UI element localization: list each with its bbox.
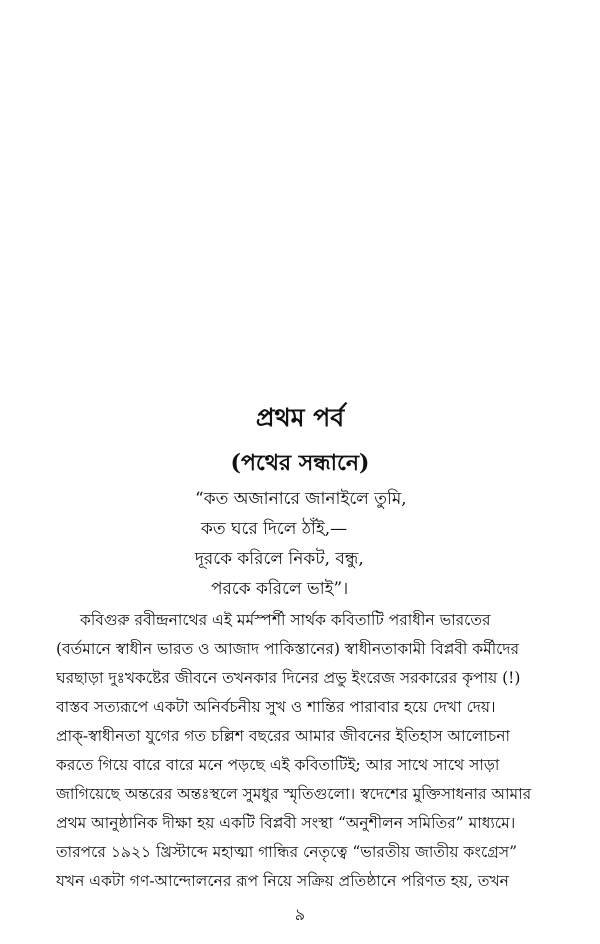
- paragraph-line: ঘরছাড়া দুঃখকষ্টের জীবনে তখনকার দিনের প্রভু ইংরেজ সরকারের কৃপায় (!): [56, 669, 521, 687]
- paragraph-line: করতে গিয়ে বারে বারে মনে পড়ছে এই কবিতাটিই; আর সাথে সাথে সাড়া: [56, 756, 500, 774]
- poem-line: “কত অজানারে জানাইলে তুমি,: [195, 489, 407, 509]
- poem-line: কত ঘরে দিলে ঠাঁই,—: [201, 519, 348, 539]
- poem-line: দূরকে করিলে নিকট, বন্ধু,: [195, 549, 364, 569]
- part-title: প্রথম পর্ব: [255, 403, 345, 432]
- paragraph-line: প্রথম আনুষ্ঠানিক দীক্ষা হয় একটি বিপ্লবী সংস্থা “অনুশীলন সমিতির” মাধ্যমে।: [56, 814, 516, 832]
- paragraph-line: তারপরে ১৯২১ খ্রিস্টাব্দে মহাত্মা গান্ধির নেতৃত্বে “ভারতীয় জাতীয় কংগ্রেস”: [56, 843, 517, 861]
- paragraph-line: প্রাক্-স্বাধীনতা যুগের গত চল্লিশ বছরের আমার জীবনের ইতিহাস আলোচনা: [56, 727, 511, 745]
- epigraph-poem: [195, 484, 455, 604]
- paragraph-line: কবিগুরু রবীন্দ্রনাথের এই মর্মস্পর্শী সার্থক কবিতাটি পরাধীন ভারতের: [80, 611, 491, 629]
- page-number: ৯: [294, 905, 306, 924]
- paragraph-line: যখন একটা গণ-আন্দোলনের রূপ নিয়ে সক্রিয় প্রতিষ্ঠানে পরিণত হয়, তখন: [56, 872, 509, 890]
- poem-line: পরকে করিলে ভাই”।: [211, 579, 349, 599]
- chapter-subtitle: (পথের সন্ধানে): [230, 450, 370, 476]
- paragraph-line: (বর্তমানে স্বাধীন ভারত ও আজাদ পাকিস্তানের) স্বাধীনতাকামী বিপ্লবী কর্মীদের: [56, 640, 520, 658]
- paragraph-line: জাগিয়েছে অন্তরের অন্তঃস্থলে সুমধুর স্মৃতিগুলো। স্বদেশের মুক্তিসাধনার আমার: [56, 785, 532, 803]
- body-paragraph: [56, 606, 552, 896]
- paragraph-line: বাস্তব সত্যরূপে একটা অনির্বচনীয় সুখ ও শান্তির পারাবার হয়ে দেখা দেয়।: [56, 698, 496, 716]
